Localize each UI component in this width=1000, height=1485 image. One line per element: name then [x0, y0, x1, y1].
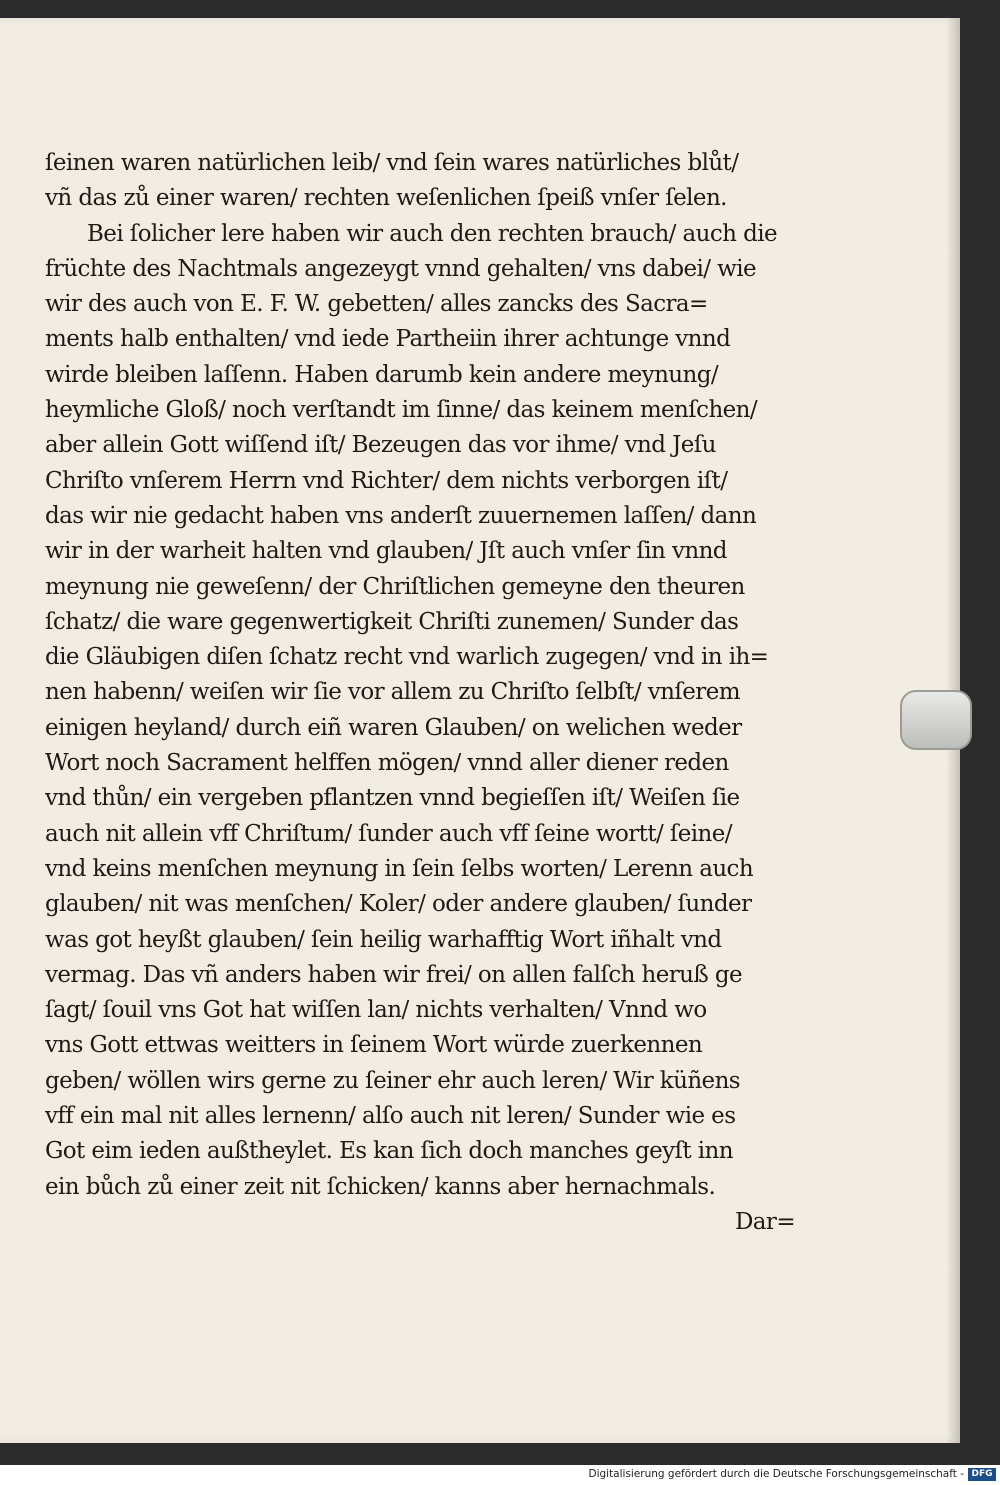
text-line-12: wir in der warheit halten vnd glauben/ Jſt auch vnſer ſin vnnd: [45, 538, 727, 565]
page-clip: [900, 690, 972, 750]
dfg-logo: DFG: [968, 1468, 996, 1481]
text-line-17: einigen heyland/ durch eiñ waren Glauben/ on welichen weder: [45, 714, 742, 741]
text-line-7: wirde bleiben laſſenn. Haben darumb kein andere meynung/: [45, 361, 718, 388]
book-page: [0, 18, 960, 1443]
text-line-24: vermag. Das vñ anders haben wir frei/ on allen falſch heruß ge: [45, 961, 742, 988]
text-line-28: vff ein mal nit alles lernenn/ alſo auch nit leren/ Sunder wie es: [45, 1103, 736, 1130]
digitization-footer: [0, 1465, 1000, 1485]
text-line-11: das wir nie gedacht haben vns anderſt zuuernemen laſſen/ dann: [45, 502, 757, 529]
catchword: Dar=: [734, 1208, 795, 1235]
text-line-20: auch nit allein vff Chriſtum/ ſunder auch vff ſeine wortt/ ſeine/: [45, 820, 732, 847]
text-line-4: früchte des Nachtmals angezeygt vnnd gehalten/ vns dabei/ wie: [45, 255, 757, 282]
text-line-10: Chriſto vnſerem Herrn vnd Richter/ dem nichts verborgen iſt/: [45, 467, 728, 494]
footer-credit-text: Digitalisierung gefördert durch die Deutsche Forschungsgemeinschaft -: [588, 1468, 964, 1480]
text-line-13: meynung nie geweſenn/ der Chriſtlichen gemeyne den theuren: [45, 573, 745, 600]
text-line-30: ein bůch zů einer zeit nit ſchicken/ kanns aber hernachmals.: [45, 1173, 716, 1200]
text-line-3: Bei ſolicher lere haben wir auch den rechten brauch/ auch die: [87, 220, 777, 247]
page-text: [45, 146, 805, 1240]
text-line-18: Wort noch Sacrament helffen mögen/ vnnd aller diener reden: [45, 750, 729, 777]
text-line-19: vnd thůn/ ein vergeben pflantzen vnnd begieſſen iſt/ Weiſen ſie: [45, 785, 740, 812]
text-line-9: aber allein Gott wiſſend iſt/ Bezeugen das vor ihme/ vnd Jeſu: [45, 432, 716, 459]
text-line-1: ſeinen waren natürlichen leib/ vnd ſein wares natürliches blůt/: [45, 150, 739, 176]
text-line-2: vñ das zů einer waren/ rechten weſenlichen ſpeiß vnſer ſelen.: [45, 185, 727, 212]
text-line-22: glauben/ nit was menſchen/ Koler/ oder andere glauben/ ſunder: [45, 891, 752, 918]
text-line-21: vnd keins menſchen meynung in ſein ſelbs worten/ Lerenn auch: [45, 855, 754, 882]
text-line-27: geben/ wöllen wirs gerne zu ſeiner ehr auch leren/ Wir küñens: [45, 1067, 740, 1094]
text-line-8: heymliche Gloß/ noch verſtandt im ſinne/ das keinem menſchen/: [45, 397, 758, 424]
text-line-26: vns Gott ettwas weitters in ſeinem Wort würde zuerkennen: [45, 1032, 703, 1059]
text-line-25: ſagt/ ſouil vns Got hat wiſſen lan/ nichts verhalten/ Vnnd wo: [45, 997, 707, 1024]
text-line-14: ſchatz/ die ware gegenwertigkeit Chriſti zunemen/ Sunder das: [45, 608, 739, 635]
text-line-23: was got heyßt glauben/ ſein heilig warhafftig Wort iñhalt vnd: [45, 926, 722, 953]
text-line-29: Got eim ieden außtheylet. Es kan ſich doch manches geyſt inn: [45, 1138, 733, 1165]
text-line-6: ments halb enthalten/ vnd iede Partheiin ihrer achtunge vnnd: [45, 326, 731, 353]
text-line-5: wir des auch von E. F. W. gebetten/ alles zancks des Sacra=: [45, 291, 708, 318]
text-line-15: die Gläubigen diſen ſchatz recht vnd warlich zugegen/ vnd in ih=: [45, 644, 769, 671]
text-line-16: nen habenn/ weiſen wir ſie vor allem zu Chriſto ſelbſt/ vnſerem: [45, 679, 740, 706]
